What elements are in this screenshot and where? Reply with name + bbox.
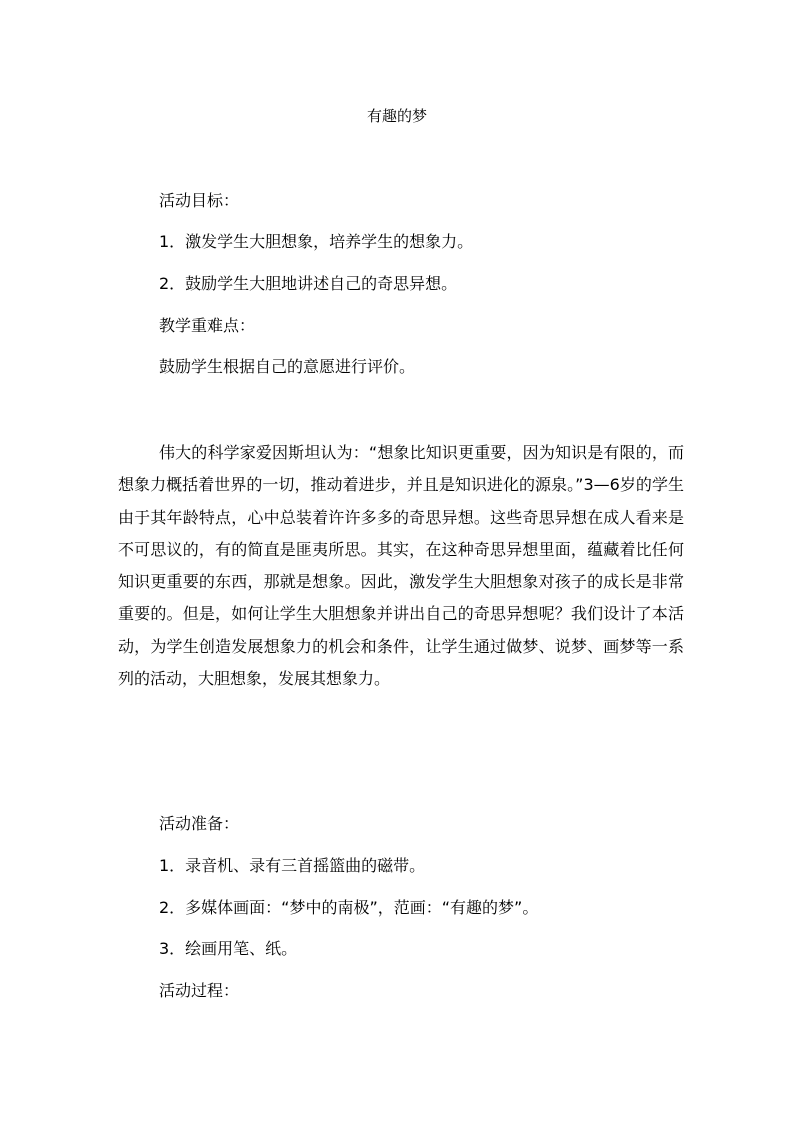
process-heading: 活动过程： — [159, 981, 240, 1000]
intro-paragraph: 伟大的科学家爱因斯坦认为：“想象比知识更重要，因为知识是有限的，而想象力概括着世界的一切，推动着进步，并且是知识进化的源泉。”3—6岁的学生由于其年龄特点，心中总装着许许多多的奇思异想。这些奇思异想在成人看来是不可思议的，有的简直是匪夷所思。其实，在这种奇思异想里面，蕴藏着比任何知识更重要的东西，那就是想象。因此，激发学生大胆想象对孩子的成长是非常重要的。但是，如何让学生大胆想象并讲出自己的奇思异想呢？我们设计了本活动，为学生创造发展想象力的机会和条件，让学生通过做梦、说梦、画梦等一系列的活动，大胆想象，发展其想象力。 — [118, 443, 684, 689]
prep-heading: 活动准备： — [159, 814, 240, 833]
goals-heading: 活动目标： — [159, 191, 240, 210]
goal-item-1: 1．激发学生大胆想象，培养学生的想象力。 — [159, 232, 474, 251]
document-title: 有趣的梦 — [366, 107, 427, 125]
prep-item-2: 2．多媒体画面：“梦中的南极”，范画：“有趣的梦”。 — [159, 898, 539, 917]
prep-item-3: 3．绘画用笔、纸。 — [159, 939, 298, 958]
goal-item-2: 2．鼓励学生大胆地讲述自己的奇思异想。 — [159, 274, 458, 293]
difficulty-heading: 教学重难点： — [159, 316, 256, 335]
prep-item-1: 1．录音机、录有三首摇篮曲的磁带。 — [159, 856, 426, 875]
difficulty-text: 鼓励学生根据自己的意愿进行评价。 — [159, 357, 416, 376]
